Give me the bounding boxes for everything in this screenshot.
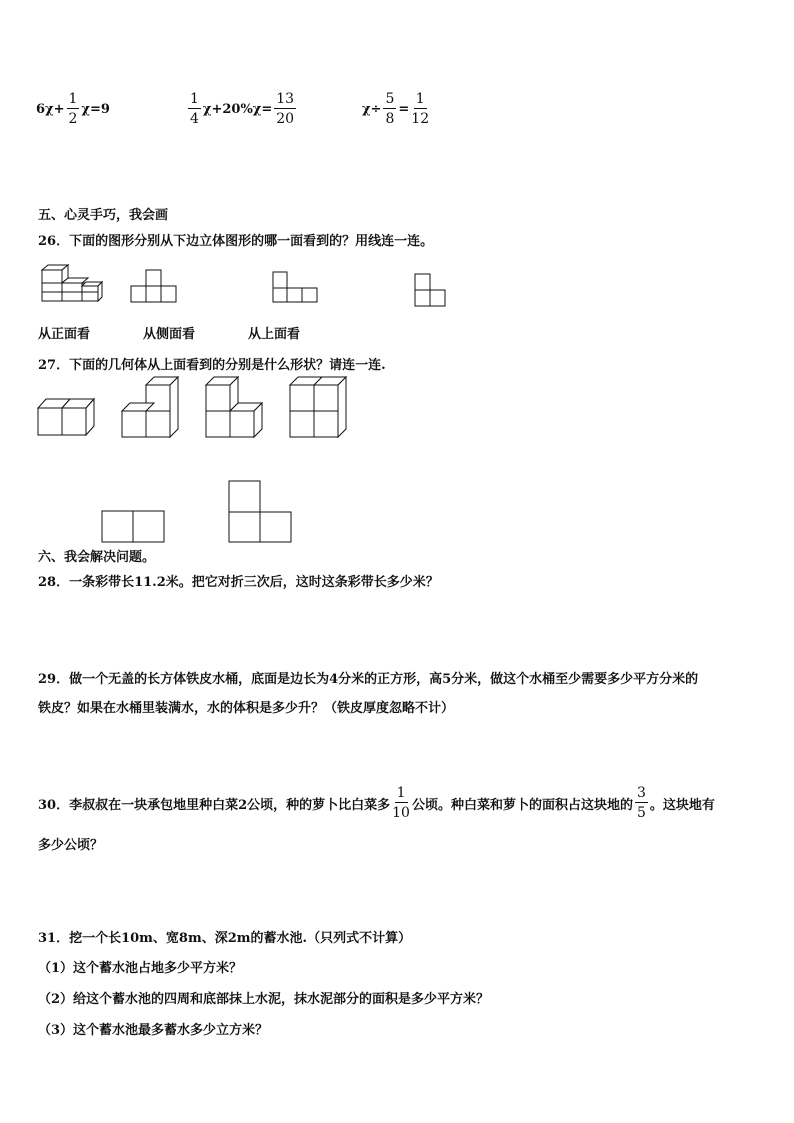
q27-view-a [101,510,167,544]
q27-solid-4 [288,374,354,440]
question-31-sub-2: （2）给这个蓄水池的四周和底部抹上水泥，抹水泥部分的面积是多少平方米？ [38,992,490,1007]
equation-3: χ÷ $\frac{5}{8}$ = $\frac{1}{12}$ [362,91,430,127]
fraction: $\frac{5}{8}$ [385,91,395,127]
q26-view-c [414,270,448,308]
q27-solid-3 [204,374,270,438]
q27-view-b [228,480,294,544]
equation-1: 6χ+ $\frac{1}{2}$ χ=9 [36,91,110,127]
q26-solid-figure [38,264,108,308]
question-31-sub-3: （3）这个蓄水池最多蓄水多少立方米？ [38,1023,269,1038]
q26-label-side: 从侧面看 [143,327,196,342]
question-30-line-1: 30．李叔叔在一块承包地里种白菜2公顷，种的萝卜比白菜多 $\frac{1}{10}$ 公顷。种白菜和萝卜的面积占这块地的 $\frac{3}{5}$ 。这块地有 [38,785,715,821]
fraction: $\frac{1}{12}$ [411,91,430,127]
fraction: $\frac{3}{5}$ [636,785,646,821]
fraction: $\frac{13}{20}$ [276,91,295,127]
q26-label-top: 从上面看 [248,327,301,342]
question-28: 28．一条彩带长11.2米。把它对折三次后，这时这条彩带长多少米？ [38,575,439,590]
q26-view-a [130,268,180,304]
q26-view-b [272,270,322,306]
question-29-line-2: 铁皮？如果在水桶里装满水，水的体积是多少升？（铁皮厚度忽略不计） [38,701,455,716]
question-31: 31．挖一个长10m、宽8m、深2m的蓄水池.（只列式不计算） [38,931,412,946]
q26-label-front: 从正面看 [38,327,91,342]
question-27: 27．下面的几何体从上面看到的分别是什么形状？请连一连. [38,358,386,373]
question-30-line-2: 多少公顷？ [38,838,104,853]
q27-solid-1 [36,392,100,440]
fraction: $\frac{1}{4}$ [190,91,199,127]
question-31-sub-1: （1）这个蓄水池占地多少平方米？ [38,961,243,976]
question-29-line-1: 29．做一个无盖的长方体铁皮水桶，底面是边长为4分米的正方形，高5分米，做这个水桶至少需要多少平方分米的 [38,672,699,687]
question-26: 26．下面的图形分别从下边立体图形的哪一面看到的？用线连一连。 [38,234,434,249]
section-5-heading: 五、心灵手巧，我会画 [38,208,169,223]
fraction: $\frac{1}{10}$ [392,785,410,821]
q27-solid-2 [120,374,184,438]
section-6-heading: 六、我会解决问题。 [38,550,156,565]
fraction: $\frac{1}{2}$ [68,91,78,127]
equation-2: $\frac{1}{4}$ χ+20%χ= $\frac{13}{20}$ [190,91,295,127]
